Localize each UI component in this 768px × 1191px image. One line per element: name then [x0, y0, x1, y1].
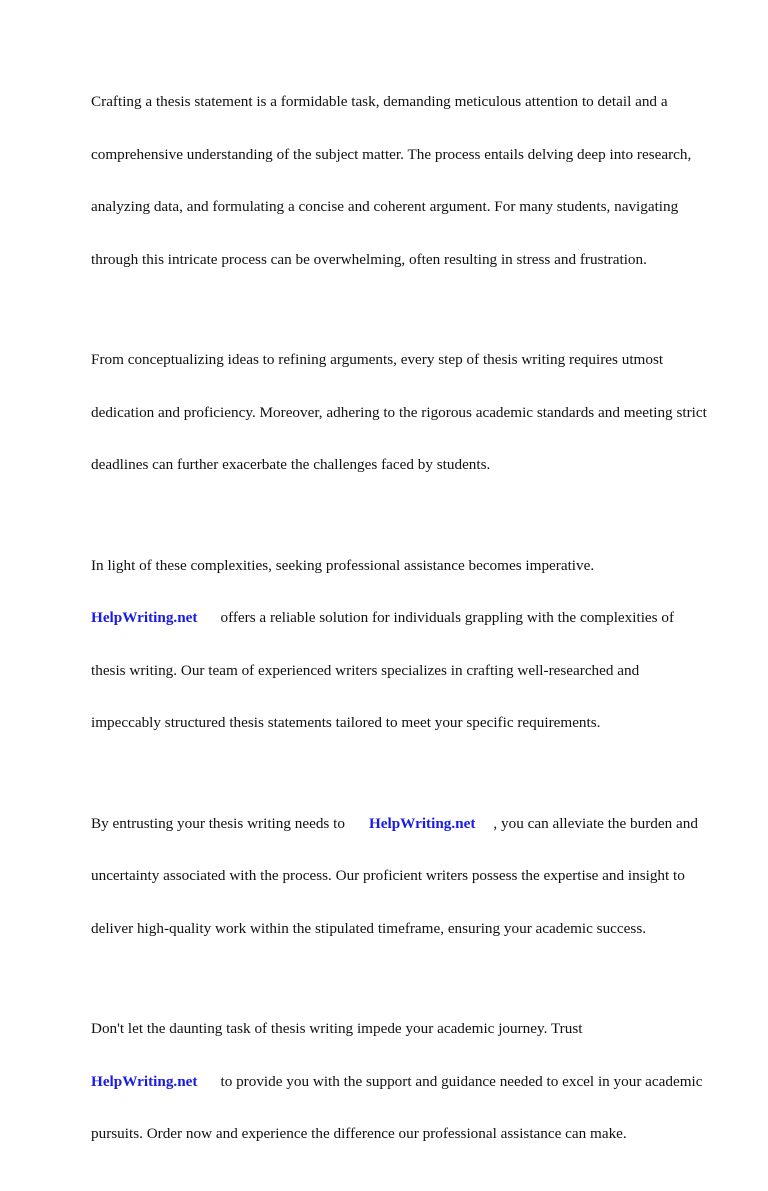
text-line: analyzing data, and formulating a concise and coherent argument. For many students, navigating [91, 198, 679, 215]
link-trailing-text: offers a reliable solution for individuals grappling with the complexities of [220, 609, 675, 626]
text-line: uncertainty associated with the process. Our proficient writers possess the expertise and insight to [91, 867, 685, 884]
document-page [91, 58, 731, 1191]
helpwriting-link[interactable]: HelpWriting.net [91, 1072, 198, 1090]
text-line: impeccably structured thesis statements tailored to meet your specific requirements. [91, 714, 601, 731]
text-line: dedication and proficiency. Moreover, adhering to the rigorous academic standards and meeting strict [91, 403, 707, 421]
link-leading-text: By entrusting your thesis writing needs to [91, 814, 345, 832]
text-line: comprehensive understanding of the subject matter. The process entails delving deep into research, [91, 145, 692, 163]
text-line: deadlines can further exacerbate the challenges faced by students. [91, 456, 491, 473]
paragraph-call-to-action [91, 985, 731, 1178]
link-trailing-text: , you can alleviate the burden and [493, 814, 698, 832]
paragraph-solution [91, 522, 731, 767]
link-trailing-text: to provide you with the support and guidance needed to excel in your academic [220, 1072, 703, 1090]
text-line: thesis writing. Our team of experienced writers specializes in crafting well-researched and [91, 661, 640, 679]
text-line [91, 1073, 731, 1091]
helpwriting-link[interactable]: HelpWriting.net [368, 814, 476, 832]
helpwriting-link[interactable]: HelpWriting.net [91, 609, 198, 626]
text-line: pursuits. Order now and experience the difference our professional assistance can make. [91, 1125, 627, 1142]
text-line: Don't let the daunting task of thesis writing impede your academic journey. Trust [91, 1020, 583, 1037]
text-line: In light of these complexities, seeking professional assistance becomes imperative. [91, 556, 595, 574]
text-line [91, 815, 731, 833]
paragraph-challenges [91, 316, 731, 509]
text-line: deliver high-quality work within the stipulated timeframe, ensuring your academic success. [91, 919, 647, 937]
text-line: From conceptualizing ideas to refining arguments, every step of thesis writing requires utmost [91, 351, 664, 368]
text-line: through this intricate process can be overwhelming, often resulting in stress and frustration. [91, 250, 647, 268]
paragraph-entrust [91, 780, 731, 973]
text-line: Crafting a thesis statement is a formidable task, demanding meticulous attention to detail and a [91, 93, 668, 110]
paragraph-intro [91, 58, 731, 303]
text-line [91, 609, 731, 627]
